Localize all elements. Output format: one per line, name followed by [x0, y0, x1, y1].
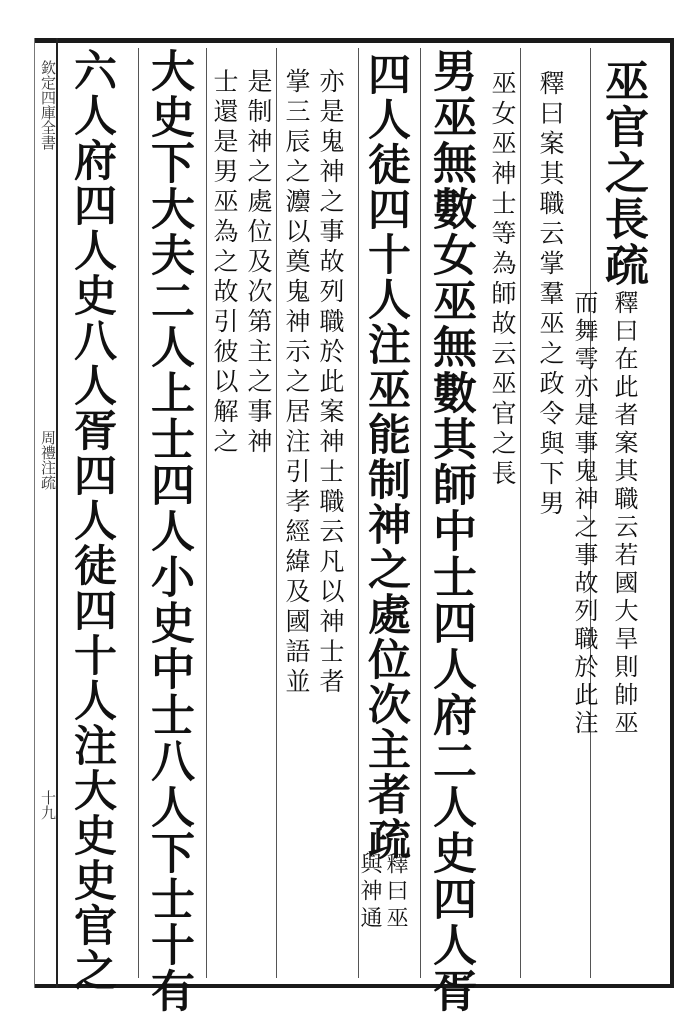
column-divider: [276, 48, 277, 978]
margin-rule: [34, 38, 35, 988]
column-divider: [358, 48, 359, 978]
page-border-bottom: [34, 984, 674, 988]
main-text-column: 男巫無數女巫無數其師中士四人府二人史四人胥: [425, 48, 476, 1014]
main-text-column: 大史下大夫二人上士四人小史中士八人下士十有: [143, 48, 194, 1014]
column-divider: [206, 48, 207, 978]
margin-book-title: 周禮注疏: [39, 430, 57, 490]
margin-page-number: 十九: [39, 790, 57, 820]
main-text-column: 四人徒四十人注巫能制神之處位次主者疏: [361, 52, 411, 862]
page-border-right: [670, 38, 674, 988]
page-border-left: [56, 38, 58, 988]
commentary-line: 亦是鬼神之事故列職於此案神士職云凡以神士者: [316, 68, 345, 698]
page-border-top: [34, 38, 674, 43]
commentary-line: 與神通: [357, 852, 382, 933]
commentary-line: 釋曰案其職云掌羣巫之政令與下男: [536, 70, 565, 520]
commentary-line: 巫女巫神士等為師故云巫官之長: [488, 70, 517, 490]
commentary-line: 士還是男巫為之故引彼以解之: [210, 68, 239, 458]
commentary-line: 釋曰巫: [383, 852, 408, 933]
column-divider: [520, 48, 521, 978]
main-text-column: 六人府四人史八人胥四人徒四十人注大史史官之: [67, 48, 117, 993]
commentary-line: 而舞雩亦是事鬼神之事故列職於此注: [570, 290, 598, 738]
heading-text: 巫官之長疏: [597, 58, 648, 288]
margin-collection-title: 欽定四庫全書: [39, 60, 57, 150]
commentary-line: 是制神之處位及次第主之事神: [244, 68, 273, 458]
commentary-line: 掌三辰之灋以奠鬼神示之居注引孝經緯及國語並: [282, 68, 311, 698]
column-divider: [138, 48, 139, 978]
commentary-line: 釋曰在此者案其職云若國大旱則帥巫: [610, 290, 638, 738]
column-divider: [420, 48, 421, 978]
